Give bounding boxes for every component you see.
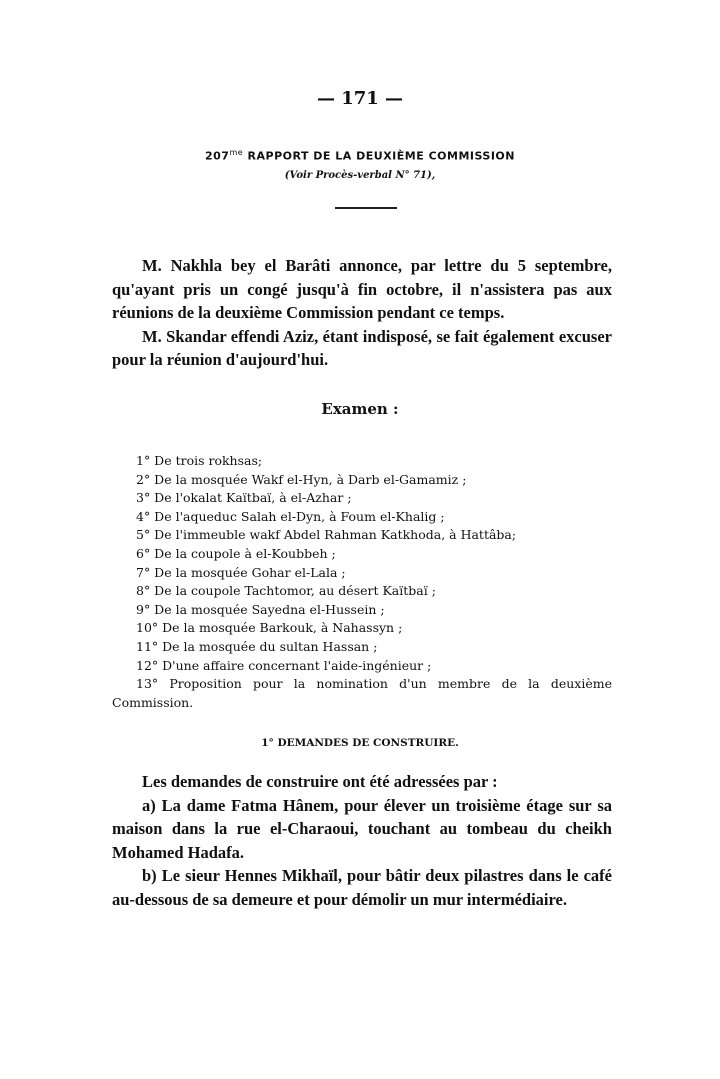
list-item: 4° De l'aqueduc Salah el-Dyn, à Foum el-Khalig ; — [136, 508, 445, 524]
list-item: 7° De la mosquée Gohar el-Lala ; — [136, 564, 346, 580]
examen-list — [112, 452, 612, 712]
section-heading: 1° DEMANDES DE CONSTRUIRE. — [261, 737, 459, 749]
list-item: 5° De l'immeuble wakf Abdel Rahman Katkhoda, à Hattâba; — [136, 527, 517, 543]
report-number: 207 — [205, 149, 230, 163]
report-title — [0, 148, 720, 163]
list-item: 13° Proposition pour la nomination d'un membre de la deuxième Commission. — [112, 676, 612, 710]
list-item: 6° De la coupole à el-Koubbeh ; — [136, 545, 336, 561]
list-item: 1° De trois rokhsas; — [136, 453, 263, 468]
intro-section — [112, 254, 612, 372]
section-body — [112, 770, 612, 911]
list-item: 8° De la coupole Tachtomor, au désert Kaïtbaï ; — [136, 583, 436, 599]
list-item: 11° De la mosquée du sultan Hassan ; — [136, 638, 378, 654]
section-paragraph: Les demandes de construire ont été adressées par : — [142, 772, 498, 791]
section-paragraph: b) Le sieur Hennes Mikhaïl, pour bâtir deux pilastres dans le café au-dessous de sa demeure et pour démolir un mur intermédiaire. — [112, 866, 612, 909]
intro-paragraph: M. Skandar effendi Aziz, étant indisposé, se fait également excuser pour la réunion d'aujourd'hui. — [112, 326, 612, 369]
list-item: 10° De la mosquée Barkouk, à Nahassyn ; — [136, 620, 403, 636]
list-item: 12° D'une affaire concernant l'aide-ingénieur ; — [136, 657, 432, 673]
report-number-suffix: me — [229, 148, 244, 157]
page-number: — 171 — — [316, 88, 404, 109]
intro-paragraph: M. Nakhla bey el Barâti annonce, par lettre du 5 septembre, qu'ayant pris un congé jusqu'à fin octobre, il n'assistera pas aux réunions de la deuxième Commission pendant ce temps. — [112, 256, 612, 322]
separator-rule — [335, 207, 397, 209]
list-item: 3° De l'okalat Kaïtbaï, à el-Azhar ; — [136, 490, 352, 506]
report-subtitle: (Voir Procès-verbal N° 71), — [284, 170, 436, 181]
examen-heading: Examen : — [321, 400, 399, 418]
report-title-text: RAPPORT DE LA DEUXIÈME COMMISSION — [247, 149, 515, 163]
list-item: 2° De la mosquée Wakf el-Hyn, à Darb el-Gamamiz ; — [136, 471, 467, 487]
section-paragraph: a) La dame Fatma Hânem, pour élever un troisième étage sur sa maison dans la rue el-Charaoui, touchant au tombeau du cheikh Mohamed Hadafa. — [112, 795, 612, 862]
list-item: 9° De la mosquée Sayedna el-Hussein ; — [136, 601, 385, 617]
